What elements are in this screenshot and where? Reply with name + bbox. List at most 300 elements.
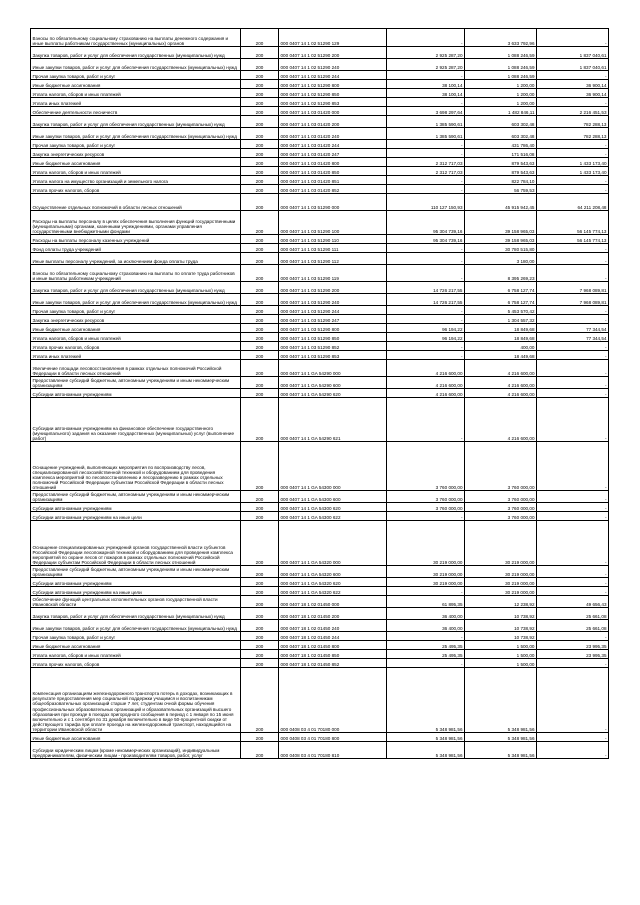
row-code-cell: 200	[241, 265, 279, 282]
row-name-cell: Закупка товаров, работ и услуг для обеспечения государственных (муниципальных) нужд	[31, 47, 241, 59]
table-row	[31, 342, 609, 351]
row-classification-code-cell: 000 0407 18 1 02 01450 200	[279, 608, 387, 620]
row-unexecuted-amount-cell: 7 968 089,81	[537, 294, 609, 306]
row-unexecuted-amount-cell: -	[537, 578, 609, 587]
row-approved-amount-cell: 110 127 150,93	[387, 194, 465, 211]
row-unexecuted-amount-cell: -	[537, 377, 609, 389]
table-row	[31, 294, 609, 306]
row-executed-amount-cell: 10 738,92	[465, 632, 537, 641]
row-approved-amount-cell: -	[387, 98, 465, 107]
row-name-cell: Взносы по обязательному социальному страхованию на выплаты денежного содержания и иные выплаты работникам государственных (муниципальных) органов	[31, 29, 241, 47]
row-classification-code-cell: 000 0407 14 1 03 01420 200	[279, 116, 387, 128]
row-unexecuted-amount-cell: -	[537, 668, 609, 733]
row-code-cell: 200	[241, 608, 279, 620]
row-code-cell: 200	[241, 578, 279, 587]
table-row	[31, 742, 609, 759]
row-approved-amount-cell: 38 100,14	[387, 89, 465, 98]
row-name-cell: Уплата иных платежей	[31, 351, 241, 360]
row-name-cell: Иные закупки товаров, работ и услуг для обеспечения государственных (муниципальных) нужд	[31, 620, 241, 632]
row-approved-amount-cell: -	[387, 185, 465, 194]
row-approved-amount-cell: 36 400,00	[387, 620, 465, 632]
row-executed-amount-cell: 1 200,00	[465, 89, 537, 98]
budget-report-page	[30, 28, 608, 759]
row-unexecuted-amount-cell: -	[537, 149, 609, 158]
row-code-cell: 200	[241, 116, 279, 128]
row-code-cell: 200	[241, 29, 279, 47]
row-classification-code-cell: 000 0407 14 1 02 51290 200	[279, 47, 387, 59]
row-approved-amount-cell: 30 219 000,00	[387, 578, 465, 587]
table-row	[31, 128, 609, 140]
row-approved-amount-cell: 3 698 297,64	[387, 107, 465, 116]
row-executed-amount-cell: 1 500,00	[465, 650, 537, 659]
row-unexecuted-amount-cell: -	[537, 140, 609, 149]
row-classification-code-cell: 000 0407 14 1 03 51290 244	[279, 306, 387, 315]
row-code-cell: 200	[241, 659, 279, 668]
row-unexecuted-amount-cell: -	[537, 512, 609, 521]
row-classification-code-cell: 000 0407 14 1 GA 54290 000	[279, 360, 387, 377]
row-code-cell: 200	[241, 71, 279, 80]
table-row	[31, 167, 609, 176]
row-unexecuted-amount-cell: 56 145 774,13	[537, 235, 609, 244]
row-name-cell: Предоставление субсидий бюджетным, автономным учреждениям и иным некоммерческим организациям	[31, 377, 241, 389]
row-name-cell: Субсидии автономным учреждениям	[31, 503, 241, 512]
row-code-cell: 200	[241, 176, 279, 185]
row-name-cell: Иные бюджетные ассигнования	[31, 733, 241, 742]
table-row	[31, 620, 609, 632]
row-name-cell: Субсидии автономным учреждениям	[31, 389, 241, 398]
table-row	[31, 442, 609, 491]
row-executed-amount-cell: 3 760 000,00	[465, 491, 537, 503]
row-classification-code-cell: 000 0407 18 1 02 01450 000	[279, 596, 387, 608]
table-row	[31, 351, 609, 360]
row-name-cell: Расходы на выплаты персоналу казенных учреждений	[31, 235, 241, 244]
row-classification-code-cell: 000 0407 18 1 02 01450 850	[279, 650, 387, 659]
row-approved-amount-cell: 30 219 000,00	[387, 521, 465, 566]
row-unexecuted-amount-cell: 7 968 089,81	[537, 282, 609, 294]
row-code-cell: 200	[241, 185, 279, 194]
row-executed-amount-cell: 1 482 846,11	[465, 107, 537, 116]
row-name-cell: Прочая закупка товаров, работ и услуг	[31, 140, 241, 149]
row-approved-amount-cell: -	[387, 659, 465, 668]
row-unexecuted-amount-cell: -	[537, 244, 609, 253]
row-classification-code-cell: 000 0407 14 1 03 01420 244	[279, 140, 387, 149]
row-name-cell: Закупка товаров, работ и услуг для обеспечения государственных (муниципальных) нужд	[31, 116, 241, 128]
row-executed-amount-cell: 18 849,68	[465, 333, 537, 342]
row-executed-amount-cell: 30 219 000,00	[465, 587, 537, 596]
table-row	[31, 185, 609, 194]
table-row	[31, 398, 609, 442]
row-code-cell: 200	[241, 158, 279, 167]
row-executed-amount-cell: 5 348 981,56	[465, 742, 537, 759]
row-approved-amount-cell: 14 726 217,55	[387, 294, 465, 306]
row-unexecuted-amount-cell: -	[537, 632, 609, 641]
table-row	[31, 566, 609, 578]
row-classification-code-cell: 000 0407 14 1 03 51290 119	[279, 265, 387, 282]
row-approved-amount-cell: 2 312 717,03	[387, 167, 465, 176]
row-approved-amount-cell: 1 385 590,61	[387, 128, 465, 140]
table-row	[31, 71, 609, 80]
row-approved-amount-cell: 38 100,14	[387, 80, 465, 89]
row-name-cell: Взносы по обязательному социальному страхованию на выплаты по оплате труда работников и иные выплаты работникам учреждений	[31, 265, 241, 282]
table-row	[31, 211, 609, 235]
row-code-cell: 200	[241, 324, 279, 333]
row-approved-amount-cell: -	[387, 149, 465, 158]
table-row	[31, 282, 609, 294]
row-executed-amount-cell: 879 543,63	[465, 167, 537, 176]
row-unexecuted-amount-cell: 23 995,35	[537, 641, 609, 650]
row-classification-code-cell: 000 0407 14 1 GA 54290 621	[279, 398, 387, 442]
row-code-cell: 200	[241, 89, 279, 98]
row-unexecuted-amount-cell: -	[537, 521, 609, 566]
row-executed-amount-cell: 1 500,00	[465, 659, 537, 668]
row-unexecuted-amount-cell: 782 288,13	[537, 128, 609, 140]
row-unexecuted-amount-cell: -	[537, 742, 609, 759]
row-name-cell: Уплата налогов, сборов и иных платежей	[31, 89, 241, 98]
row-classification-code-cell: 000 0408 03 4 01 70180 000	[279, 668, 387, 733]
row-code-cell: 200	[241, 342, 279, 351]
row-classification-code-cell: 000 0407 18 1 02 01450 240	[279, 620, 387, 632]
row-executed-amount-cell: 30 219 000,00	[465, 566, 537, 578]
row-unexecuted-amount-cell: 1 837 040,61	[537, 47, 609, 59]
row-code-cell: 200	[241, 107, 279, 116]
row-executed-amount-cell: 603 302,48	[465, 128, 537, 140]
row-unexecuted-amount-cell: -	[537, 29, 609, 47]
row-code-cell: 200	[241, 503, 279, 512]
table-row	[31, 512, 609, 521]
row-executed-amount-cell: 4 216 600,00	[465, 377, 537, 389]
row-unexecuted-amount-cell: 25 661,08	[537, 608, 609, 620]
table-row	[31, 98, 609, 107]
row-code-cell: 200	[241, 149, 279, 158]
row-classification-code-cell: 000 0407 14 1 03 51290 240	[279, 294, 387, 306]
table-row	[31, 47, 609, 59]
row-name-cell: Оснащение учреждений, выполняющих мероприятия по воспроизводству лесов, специализированной лесохозяйственной техникой и оборудованием для проведения комплекса мероприятий по лесовосстановлению и лесоразведению в рамках отдельных полномочий Российской Федерации субъектам Российской Федерации в области лесных отношений	[31, 442, 241, 491]
row-executed-amount-cell: 4 216 600,00	[465, 389, 537, 398]
row-code-cell: 200	[241, 512, 279, 521]
row-code-cell: 200	[241, 315, 279, 324]
row-name-cell: Предоставление субсидий бюджетным, автономным учреждениям и иным некоммерческим организациям	[31, 566, 241, 578]
table-row	[31, 315, 609, 324]
row-classification-code-cell: 000 0407 14 1 03 51290 852	[279, 342, 387, 351]
row-classification-code-cell: 000 0407 14 1 03 51290 110	[279, 235, 387, 244]
row-code-cell: 200	[241, 742, 279, 759]
row-executed-amount-cell: 18 849,68	[465, 324, 537, 333]
row-approved-amount-cell: 3 760 000,00	[387, 442, 465, 491]
row-executed-amount-cell: 3 760 000,00	[465, 512, 537, 521]
row-code-cell: 200	[241, 333, 279, 342]
row-classification-code-cell: 000 0407 18 1 02 01450 800	[279, 641, 387, 650]
table-row	[31, 668, 609, 733]
row-code-cell: 200	[241, 351, 279, 360]
row-executed-amount-cell: 30 219 000,00	[465, 578, 537, 587]
row-executed-amount-cell: 603 302,48	[465, 116, 537, 128]
row-unexecuted-amount-cell: 2 216 451,53	[537, 107, 609, 116]
row-name-cell: Уплата налогов, сборов и иных платежей	[31, 167, 241, 176]
row-unexecuted-amount-cell: 23 995,35	[537, 650, 609, 659]
row-approved-amount-cell: 3 760 000,00	[387, 491, 465, 503]
row-executed-amount-cell: 1 088 246,59	[465, 59, 537, 71]
row-classification-code-cell: 000 0407 14 1 02 51290 244	[279, 71, 387, 80]
row-approved-amount-cell: -	[387, 351, 465, 360]
row-classification-code-cell: 000 0407 18 1 02 01450 244	[279, 632, 387, 641]
row-classification-code-cell: 000 0407 14 1 03 01420 850	[279, 167, 387, 176]
row-approved-amount-cell: 2 312 717,03	[387, 158, 465, 167]
row-approved-amount-cell: -	[387, 398, 465, 442]
row-approved-amount-cell: 3 760 000,00	[387, 503, 465, 512]
row-name-cell: Обеспечение функций центральных исполнительных органов государственной власти Ивановской области	[31, 596, 241, 608]
row-executed-amount-cell: 56 759,53	[465, 185, 537, 194]
row-approved-amount-cell: 25 495,35	[387, 650, 465, 659]
table-row	[31, 80, 609, 89]
row-name-cell: Осуществление отдельных полномочий в области лесных отношений	[31, 194, 241, 211]
row-classification-code-cell: 000 0407 14 1 03 01420 851	[279, 176, 387, 185]
row-executed-amount-cell: 879 543,63	[465, 158, 537, 167]
row-classification-code-cell: 000 0407 14 1 03 51290 850	[279, 333, 387, 342]
row-code-cell: 200	[241, 521, 279, 566]
row-name-cell: Обеспечение деятельности лесничеств	[31, 107, 241, 116]
row-executed-amount-cell: 3 760 000,00	[465, 442, 537, 491]
row-name-cell: Уплата налогов, сборов и иных платежей	[31, 650, 241, 659]
row-name-cell: Субсидии автономным учреждениям на иные цели	[31, 587, 241, 596]
row-unexecuted-amount-cell: -	[537, 566, 609, 578]
row-executed-amount-cell: 4 216 600,00	[465, 398, 537, 442]
row-approved-amount-cell: 14 726 217,55	[387, 282, 465, 294]
row-classification-code-cell: 000 0407 14 1 GA 54320 600	[279, 566, 387, 578]
row-classification-code-cell: 000 0407 14 1 03 51290 800	[279, 324, 387, 333]
row-name-cell: Иные бюджетные ассигнования	[31, 324, 241, 333]
row-code-cell: 200	[241, 389, 279, 398]
row-name-cell: Уплата прочих налогов, сборов	[31, 185, 241, 194]
row-name-cell: Уплата иных платежей	[31, 98, 241, 107]
row-unexecuted-amount-cell: 25 661,08	[537, 620, 609, 632]
row-code-cell: 200	[241, 596, 279, 608]
table-row	[31, 377, 609, 389]
row-executed-amount-cell: 30 780 515,80	[465, 244, 537, 253]
row-classification-code-cell: 000 0407 14 1 GA 54290 620	[279, 389, 387, 398]
row-name-cell: Оснащение специализированных учреждений органов государственной власти субъектов Российской Федерации лесопожарной техникой и оборудованием для проведения комплекса мероприятий по охране лесов от пожаров в рамках отдельных полномочий Российской Федерации субъектам Российской Федерации в области лесных отношений	[31, 521, 241, 566]
table-row	[31, 116, 609, 128]
table-row	[31, 194, 609, 211]
row-approved-amount-cell: 4 216 600,00	[387, 360, 465, 377]
row-classification-code-cell: 000 0407 14 1 03 01420 852	[279, 185, 387, 194]
row-classification-code-cell: 000 0407 14 1 03 51290 112	[279, 253, 387, 265]
row-unexecuted-amount-cell: 49 656,43	[537, 596, 609, 608]
row-name-cell: Компенсация организациям железнодорожного транспорта потерь в доходах, возникающих в результате предоставления мер социальной поддержки учащимся и воспитанникам общеобразовательных организаций старше 7 лет, студентам очной формы обучения профессиональных образовательных организаций и образовательных организаций высшего образования при проезде в поездах пригородного сообщения в период с 1 января по 15 июня включительно и с 1 сентября по 31 декабря включительно в виде 50-процентной скидки от действующего тарифа при оплате проезда на железнодорожный транспорт, находящийся на территории Ивановской области	[31, 668, 241, 733]
row-unexecuted-amount-cell: -	[537, 185, 609, 194]
row-executed-amount-cell: 4 216 600,00	[465, 360, 537, 377]
row-approved-amount-cell: 5 348 981,56	[387, 742, 465, 759]
table-row	[31, 149, 609, 158]
row-classification-code-cell: 000 0408 03 4 01 70180 810	[279, 742, 387, 759]
row-approved-amount-cell: 5 348 981,56	[387, 733, 465, 742]
row-executed-amount-cell: 39 158 965,03	[465, 235, 537, 244]
row-unexecuted-amount-cell: -	[537, 659, 609, 668]
row-code-cell: 200	[241, 620, 279, 632]
row-approved-amount-cell: -	[387, 587, 465, 596]
row-executed-amount-cell: 3 633 792,96	[465, 29, 537, 47]
row-classification-code-cell: 000 0407 14 1 GA 54320 000	[279, 521, 387, 566]
row-executed-amount-cell: 400,00	[465, 342, 537, 351]
row-executed-amount-cell: 431 786,40	[465, 140, 537, 149]
table-row	[31, 608, 609, 620]
row-classification-code-cell: 000 0407 14 1 03 01420 247	[279, 149, 387, 158]
row-approved-amount-cell: 61 895,35	[387, 596, 465, 608]
row-name-cell: Закупка энергетических ресурсов	[31, 149, 241, 158]
row-executed-amount-cell: 8 395 269,23	[465, 265, 537, 282]
row-executed-amount-cell: 12 238,92	[465, 596, 537, 608]
row-code-cell: 200	[241, 47, 279, 59]
table-row	[31, 59, 609, 71]
row-code-cell: 200	[241, 377, 279, 389]
row-unexecuted-amount-cell: 36 900,14	[537, 89, 609, 98]
row-executed-amount-cell: 45 915 942,45	[465, 194, 537, 211]
row-code-cell: 200	[241, 282, 279, 294]
row-unexecuted-amount-cell: -	[537, 306, 609, 315]
row-unexecuted-amount-cell: -	[537, 265, 609, 282]
row-code-cell: 200	[241, 294, 279, 306]
row-approved-amount-cell: 95 304 739,16	[387, 211, 465, 235]
row-executed-amount-cell: 6 758 127,74	[465, 294, 537, 306]
budget-expenditure-table	[30, 28, 609, 759]
row-approved-amount-cell: -	[387, 29, 465, 47]
row-classification-code-cell: 000 0407 14 1 02 51290 850	[279, 89, 387, 98]
row-executed-amount-cell: 30 219 000,00	[465, 521, 537, 566]
table-row	[31, 176, 609, 185]
row-unexecuted-amount-cell: 1 837 040,61	[537, 59, 609, 71]
table-row	[31, 650, 609, 659]
table-row	[31, 641, 609, 650]
row-name-cell: Предоставление субсидий бюджетным, автономным учреждениям и иным некоммерческим организациям	[31, 491, 241, 503]
table-row	[31, 596, 609, 608]
row-code-cell: 200	[241, 668, 279, 733]
row-approved-amount-cell: -	[387, 176, 465, 185]
row-executed-amount-cell: 1 088 246,59	[465, 47, 537, 59]
table-row	[31, 306, 609, 315]
row-code-cell: 200	[241, 641, 279, 650]
row-name-cell: Субсидии автономным учреждениям на иные цели	[31, 512, 241, 521]
row-unexecuted-amount-cell: 1 433 173,40	[537, 167, 609, 176]
row-classification-code-cell: 000 0407 14 1 02 51290 240	[279, 59, 387, 71]
table-row	[31, 244, 609, 253]
row-name-cell: Субсидии автономным учреждениям на финансовое обеспечение государственного (муниципального) задания на оказание государственных (муниципальных) услуг (выполнение работ)	[31, 398, 241, 442]
row-approved-amount-cell: 4 216 600,00	[387, 377, 465, 389]
row-approved-amount-cell: 36 400,00	[387, 608, 465, 620]
row-name-cell: Иные бюджетные ассигнования	[31, 158, 241, 167]
row-approved-amount-cell: 96 194,22	[387, 333, 465, 342]
row-classification-code-cell: 000 0407 18 1 02 01450 852	[279, 659, 387, 668]
row-approved-amount-cell: 25 495,35	[387, 641, 465, 650]
row-approved-amount-cell: 2 925 287,20	[387, 47, 465, 59]
row-code-cell: 200	[241, 80, 279, 89]
row-executed-amount-cell: 1 088 246,59	[465, 71, 537, 80]
row-approved-amount-cell: -	[387, 342, 465, 351]
row-name-cell: Уплата прочих налогов, сборов	[31, 342, 241, 351]
row-executed-amount-cell: 10 738,92	[465, 608, 537, 620]
table-row	[31, 140, 609, 149]
row-approved-amount-cell: -	[387, 306, 465, 315]
row-unexecuted-amount-cell: -	[537, 587, 609, 596]
row-code-cell: 200	[241, 632, 279, 641]
row-name-cell: Субсидии автономным учреждениям	[31, 578, 241, 587]
row-executed-amount-cell: 171 516,08	[465, 149, 537, 158]
table-row	[31, 587, 609, 596]
row-unexecuted-amount-cell: 77 344,54	[537, 333, 609, 342]
row-classification-code-cell: 000 0408 03 4 01 70180 800	[279, 733, 387, 742]
row-name-cell: Уплата прочих налогов, сборов	[31, 659, 241, 668]
table-row	[31, 253, 609, 265]
row-approved-amount-cell: 95 304 739,16	[387, 235, 465, 244]
table-row	[31, 659, 609, 668]
row-classification-code-cell: 000 0407 14 1 GA 54290 600	[279, 377, 387, 389]
row-name-cell: Иные закупки товаров, работ и услуг для обеспечения государственных (муниципальных) нужд	[31, 128, 241, 140]
row-name-cell: Расходы на выплаты персоналу в целях обеспечения выполнения функций государственными (муниципальными) органами, казенными учреждениями, органами управления государственными внебюджетными фондами	[31, 211, 241, 235]
row-classification-code-cell: 000 0407 14 1 02 51290 129	[279, 29, 387, 47]
row-code-cell: 200	[241, 491, 279, 503]
table-row	[31, 503, 609, 512]
row-name-cell: Уплата налогов, сборов и иных платежей	[31, 333, 241, 342]
row-code-cell: 200	[241, 360, 279, 377]
table-row	[31, 389, 609, 398]
row-executed-amount-cell: 1 304 557,32	[465, 315, 537, 324]
row-name-cell: Прочая закупка товаров, работ и услуг	[31, 632, 241, 641]
row-classification-code-cell: 000 0407 14 1 03 51290 100	[279, 211, 387, 235]
row-name-cell: Иные бюджетные ассигнования	[31, 641, 241, 650]
table-row	[31, 235, 609, 244]
row-code-cell: 200	[241, 650, 279, 659]
row-name-cell: Иные выплаты персоналу учреждений, за исключением фонда оплаты труда	[31, 253, 241, 265]
row-code-cell: 200	[241, 59, 279, 71]
row-classification-code-cell: 000 0407 14 1 03 51290 000	[279, 194, 387, 211]
table-row	[31, 158, 609, 167]
row-unexecuted-amount-cell: 1 433 173,40	[537, 158, 609, 167]
row-classification-code-cell: 000 0407 14 1 GA 54300 622	[279, 512, 387, 521]
row-approved-amount-cell: -	[387, 253, 465, 265]
row-code-cell: 200	[241, 211, 279, 235]
row-unexecuted-amount-cell: -	[537, 360, 609, 377]
row-code-cell: 200	[241, 253, 279, 265]
row-unexecuted-amount-cell: 77 344,54	[537, 324, 609, 333]
row-classification-code-cell: 000 0407 14 1 GA 54320 620	[279, 578, 387, 587]
row-classification-code-cell: 000 0407 14 1 03 51290 111	[279, 244, 387, 253]
row-unexecuted-amount-cell: -	[537, 503, 609, 512]
row-code-cell: 200	[241, 244, 279, 253]
row-classification-code-cell: 000 0407 14 1 03 51290 247	[279, 315, 387, 324]
table-row	[31, 333, 609, 342]
row-name-cell: Уплата налога на имущество организаций и земельного налога	[31, 176, 241, 185]
row-code-cell: 200	[241, 235, 279, 244]
row-unexecuted-amount-cell: 782 288,13	[537, 116, 609, 128]
row-name-cell: Закупка энергетических ресурсов	[31, 315, 241, 324]
row-executed-amount-cell: 5 348 981,56	[465, 733, 537, 742]
table-row	[31, 632, 609, 641]
row-code-cell: 200	[241, 98, 279, 107]
row-approved-amount-cell: 2 925 287,20	[387, 59, 465, 71]
row-executed-amount-cell: 6 758 127,74	[465, 282, 537, 294]
row-unexecuted-amount-cell: -	[537, 315, 609, 324]
table-row	[31, 89, 609, 98]
row-code-cell: 200	[241, 167, 279, 176]
row-executed-amount-cell: 1 500,00	[465, 641, 537, 650]
row-name-cell: Прочая закупка товаров, работ и услуг	[31, 71, 241, 80]
row-approved-amount-cell: -	[387, 71, 465, 80]
row-classification-code-cell: 000 0407 14 1 GA 54320 622	[279, 587, 387, 596]
row-unexecuted-amount-cell: -	[537, 253, 609, 265]
table-row	[31, 491, 609, 503]
row-unexecuted-amount-cell: -	[537, 176, 609, 185]
row-unexecuted-amount-cell: 36 900,14	[537, 80, 609, 89]
table-row	[31, 360, 609, 377]
row-name-cell: Фонд оплаты труда учреждений	[31, 244, 241, 253]
